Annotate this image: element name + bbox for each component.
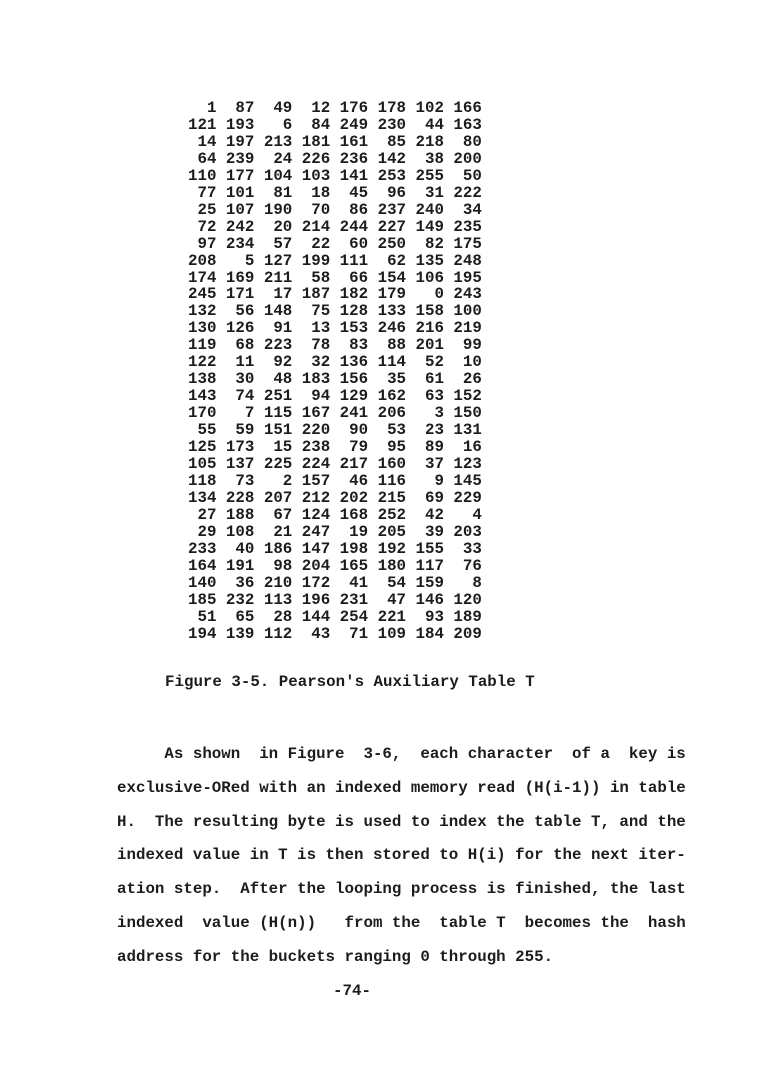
body-paragraph: [117, 738, 686, 975]
body-line: indexed value in T is then stored to H(i) for the next iter-: [117, 846, 686, 865]
table-row: 119 68 223 78 83 88 201 99: [188, 336, 482, 355]
table-row: 138 30 48 183 156 35 61 26: [188, 370, 482, 389]
table-row: 121 193 6 84 249 230 44 163: [188, 115, 482, 134]
table-row: 105 137 225 224 217 160 37 123: [188, 455, 482, 474]
body-line: H. The resulting byte is used to index the table T, and the: [117, 812, 686, 831]
body-line: ation step. After the looping process is finished, the last: [117, 880, 686, 899]
table-row: 130 126 91 13 153 246 216 219: [188, 319, 482, 338]
table-row: 170 7 115 167 241 206 3 150: [188, 404, 482, 423]
table-row: 132 56 148 75 128 133 158 100: [188, 302, 482, 321]
body-line: As shown in Figure 3-6, each character of a key is: [117, 745, 686, 763]
table-row: 55 59 151 220 90 53 23 131: [188, 421, 482, 440]
body-line: exclusive-ORed with an indexed memory read (H(i-1)) in table: [117, 778, 686, 797]
table-row: 110 177 104 103 141 253 255 50: [188, 166, 482, 185]
table-row: 14 197 213 181 161 85 218 80: [188, 132, 482, 151]
page-number: -74-: [333, 982, 371, 1000]
table-row: 208 5 127 199 111 62 135 248: [188, 251, 482, 270]
table-row: 125 173 15 238 79 95 89 16: [188, 438, 482, 457]
table-row: 143 74 251 94 129 162 63 152: [188, 387, 482, 406]
table-row: 97 234 57 22 60 250 82 175: [188, 234, 482, 253]
table-row: 194 139 112 43 71 109 184 209: [188, 624, 482, 643]
figure-caption: Figure 3-5. Pearson's Auxiliary Table T: [165, 673, 535, 691]
body-line: indexed value (H(n)) from the table T becomes the hash: [117, 914, 686, 933]
table-row: 64 239 24 226 236 142 38 200: [188, 149, 482, 168]
table-row: 77 101 81 18 45 96 31 222: [188, 183, 482, 202]
auxiliary-table: [188, 100, 482, 643]
body-line: address for the buckets ranging 0 through 255.: [117, 947, 554, 966]
table-row: 1 87 49 12 176 178 102 166: [188, 99, 482, 117]
table-row: 72 242 20 214 244 227 149 235: [188, 217, 482, 236]
table-row: 118 73 2 157 46 116 9 145: [188, 471, 482, 490]
table-row: 122 11 92 32 136 114 52 10: [188, 353, 482, 372]
table-row: 185 232 113 196 231 47 146 120: [188, 590, 482, 609]
table-row: 25 107 190 70 86 237 240 34: [188, 200, 482, 219]
table-row: 164 191 98 204 165 180 117 76: [188, 556, 482, 575]
table-row: 51 65 28 144 254 221 93 189: [188, 607, 482, 626]
table-row: 134 228 207 212 202 215 69 229: [188, 488, 482, 507]
table-row: 174 169 211 58 66 154 106 195: [188, 268, 482, 287]
table-row: 27 188 67 124 168 252 42 4: [188, 505, 482, 524]
table-row: 245 171 17 187 182 179 0 243: [188, 285, 482, 304]
table-row: 233 40 186 147 198 192 155 33: [188, 539, 482, 558]
table-row: 29 108 21 247 19 205 39 203: [188, 522, 482, 541]
table-row: 140 36 210 172 41 54 159 8: [188, 573, 482, 592]
